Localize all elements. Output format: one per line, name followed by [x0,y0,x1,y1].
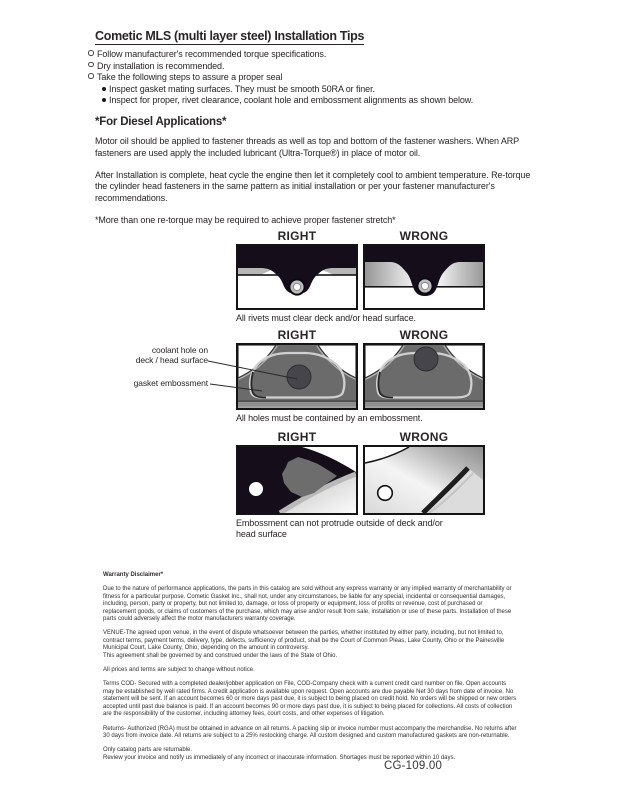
rivet-wrong-diagram [363,244,485,310]
wrong-label: WRONG [399,430,449,444]
tip-text: Inspect for proper, rivet clearance, coolant hole and embossment alignments as shown below. [109,95,474,106]
protrusion-right-diagram [236,445,358,515]
protrusion-wrong-diagram [363,445,485,515]
tip-bullet [88,49,536,61]
coolant-hole-annotation: coolant hole on deck / head surface [135,345,208,365]
warranty-paragraph: This agreement shall be governed by and construed under the laws of the State of Ohio. [103,652,338,659]
figure-row-rivets [236,230,496,324]
warranty-paragraph: All prices and terms are subject to change without notice. [103,667,255,674]
rivet-right-illustration [238,246,356,308]
tip-text: Dry installation is recommended. [97,60,225,71]
annotation-pointer-lines [205,355,305,397]
installation-tips-section [88,27,536,107]
warranty-paragraph: Returns- Authorized (RGA) must be obtained in advance on all returns. A packing slip or invoice number must accompany the merchandise. No returns after 30 days from invoice date. All returns are subject to a 25% restocking charge. All custom designed and custom manufactured gaskets are non-returnable. [103,725,517,739]
circle-bullet-icon [88,62,94,68]
right-label: RIGHT [277,430,317,444]
circle-bullet-icon [88,73,94,79]
tip-bullet [88,61,536,73]
dot-bullet-icon [102,87,106,91]
tip-sub-bullet [102,84,536,96]
protrusion-right-illustration [238,447,356,513]
warranty-paragraph: Due to the nature of performance applications, the parts in this catalog are sold without any express warranty or any implied warranty of merchantability or fitness for a particular purpose. Cometic Gasket Inc., shall not, under any circumstances, be liable for any special, incidental or consequential damages, including, person, party or property, but not limited to, damage, or loss of property or equipment, loss of profits or revenue, cost of purchased or replacement goods, or claims of customers of the purchase, which may arise and/or result from sale, installation or use of these parts. Installation of these parts could adversely affect the motor manufacturers warranty coverage. [103,586,512,623]
dot-bullet-icon [102,98,106,102]
warranty-paragraph: Only catalog parts are returnable. [103,747,193,754]
rivet-wrong-illustration [365,246,483,308]
warranty-heading: Warranty Disclaimer* [103,572,164,578]
tip-text: Follow manufacturer's recommended torque specifications. [97,49,327,59]
right-label: RIGHT [277,328,317,342]
page-title: Cometic MLS (multi layer steel) Installation Tips [95,29,365,43]
figure-caption: Embossment can not protrude outside of deck and/or head surface [236,518,443,539]
protrusion-wrong-illustration [365,447,483,513]
warranty-paragraph: Terms COD- Secured with a completed dealer/jobber application on File, COD-Company check with a current credit card number on file. Open accounts may be established by well rated firms. A credit application is available upon request. Open accounts are due payable Net 30 days from date of invoice. No statement will be sent. If an account becomes 60 or more days past due, it is subject to being placed on credit hold. No orders will be shipped or new orders accepted until past due balance is paid. If an account becomes 90 or more days past due, it is subject to being placed for collections. All costs of collection are the responsibility of the customer, including attorney fees, court costs, and other expenses of litigation. [103,681,517,718]
tip-text: Inspect gasket mating surfaces. They must be smooth 50RA or finer. [109,83,375,94]
warranty-disclaimer-section [103,572,517,769]
right-label: RIGHT [277,229,317,243]
figure-row-protrusion [236,431,496,539]
tip-text: Take the following steps to assure a proper seal [97,72,283,83]
wrong-label: WRONG [399,328,449,342]
rivet-right-diagram [236,244,358,310]
tip-bullet [88,72,536,84]
gasket-embossment-annotation: gasket embossment [133,378,208,388]
warranty-paragraph: VENUE-The agreed upon venue, in the event of dispute whatsoever between the parties, whether instituted by either party, including, but not limited to, contract terms, payment terms, delivery, type, defects, sufficiency of product, shall be the Court of Common Pleas, Lake County, Ohio or the Painesville Municipal Court, Lake County, Ohio, depending on the amount in controversy. [103,630,505,652]
figure-caption: All rivets must clear deck and/or head surface. [236,313,416,323]
wrong-label: WRONG [399,229,449,243]
diesel-note: *More than one re-torque may be required to achieve proper fastener stretch* [95,214,396,225]
embossment-wrong-diagram [363,343,485,410]
circle-bullet-icon [88,50,94,56]
diesel-heading: *For Diesel Applications* [95,116,227,128]
catalog-code: CG-109.00 [384,760,443,772]
tip-sub-bullet [102,95,536,107]
diesel-paragraph: After Installation is complete, heat cycle the engine then let it completely cool to ambient temperature. Re-torque the cylinder head fasteners in the same pattern as initial installation or per your fastener manufacturer's recommendations. [95,169,531,204]
figure-caption: All holes must be contained by an embossment. [236,413,423,423]
warranty-paragraph: Review your invoice and notify us immediately of any incorrect or inaccurate information. Shortages must be reported within 10 days. [103,754,456,761]
embossment-wrong-illustration [365,345,483,408]
diesel-paragraph: Motor oil should be applied to fastener threads as well as top and bottom of the fastener washers. When ARP fasteners are used apply the included lubricant (Ultra-Torque®) in place of motor oil. [95,136,519,158]
diesel-applications-section [95,116,533,237]
